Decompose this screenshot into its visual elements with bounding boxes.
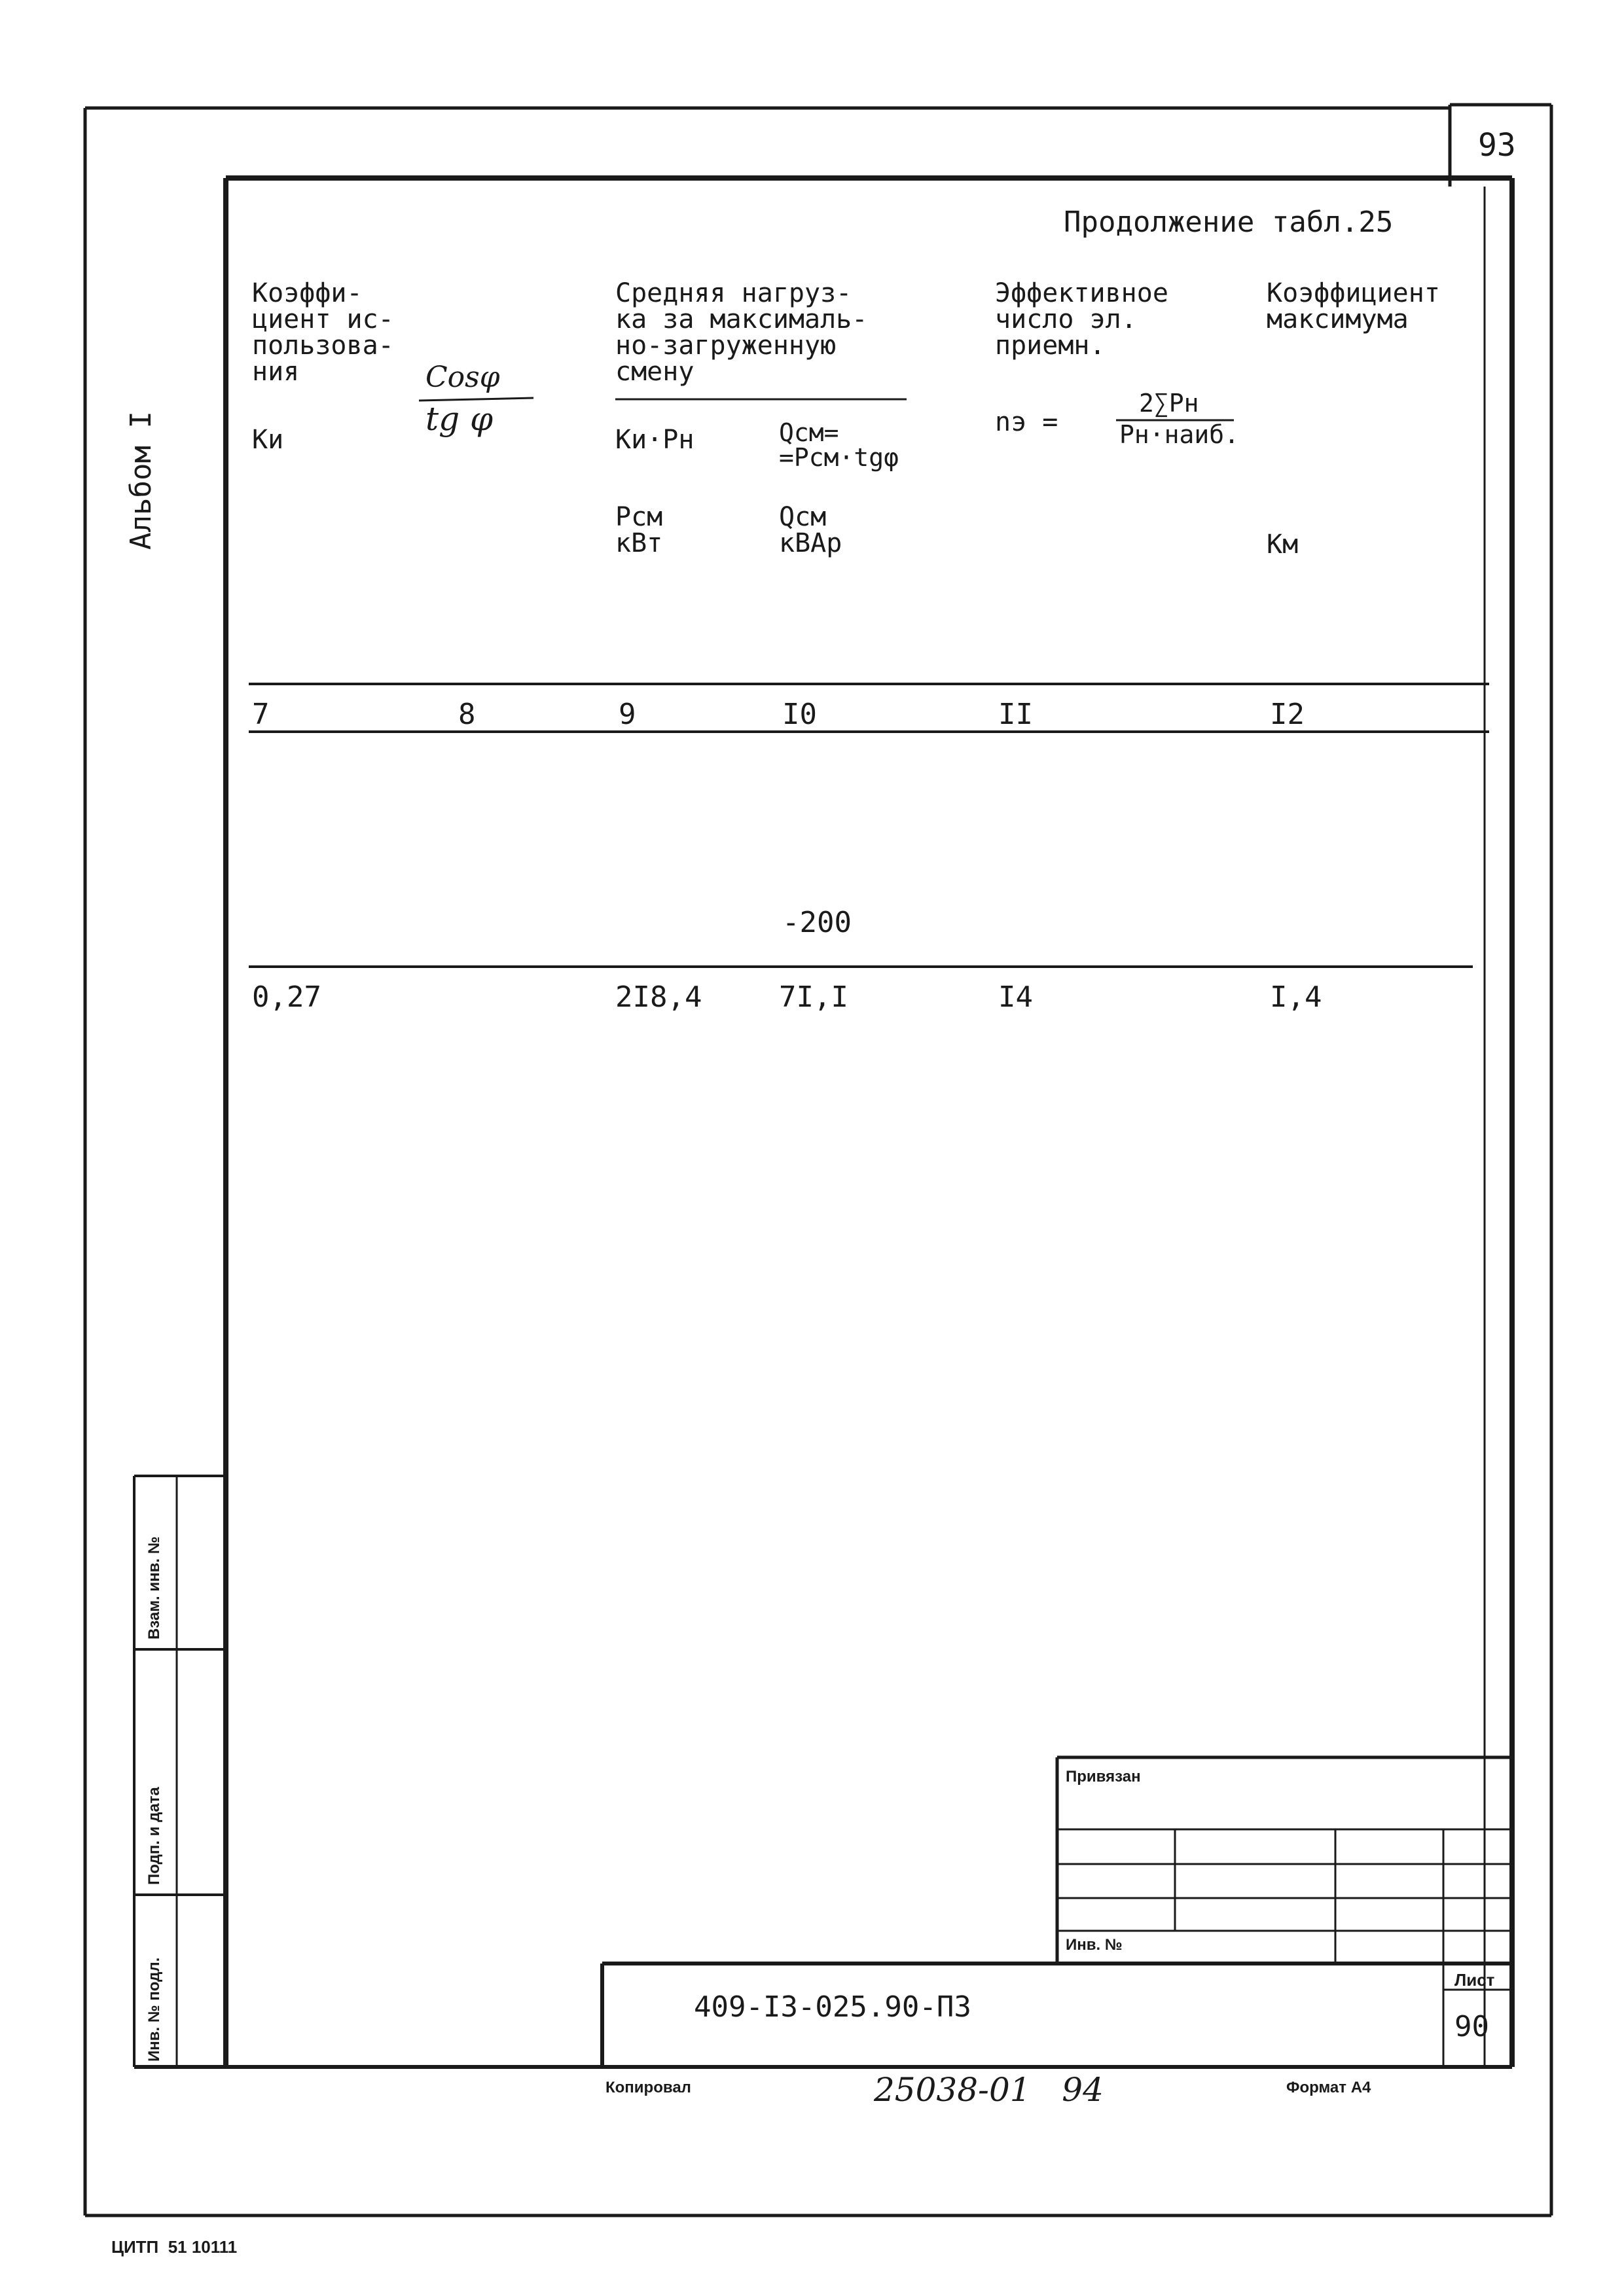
cell-rsm: 2I8,4 [615, 980, 702, 1014]
title-privyazan: Привязан [1066, 1768, 1141, 1785]
col-number-10: I0 [782, 698, 817, 731]
header-col12: Коэффициент максимума [1267, 278, 1440, 334]
cell-qsm: 7I,I [779, 980, 848, 1014]
header-col9-formula: Ки·Рн [615, 425, 695, 455]
album-label: Альбом I [124, 411, 158, 550]
header-load-group: Средняя нагруз- ка за максималь- но-загруженную смену [615, 278, 868, 387]
header-col8-bottom: tg φ [425, 400, 494, 438]
header-col9-unit: Рсм кВт [615, 502, 663, 558]
header-col11-lhs: nэ = [995, 407, 1058, 437]
stamp-inv-podl: Инв. № подл. [145, 1957, 163, 2062]
title-inv-no: Инв. № [1066, 1936, 1123, 1954]
header-col10-formula: Qсм= =Рсм·tgφ [779, 418, 899, 472]
page-number: 93 [1478, 127, 1516, 164]
col-number-8: 8 [458, 698, 476, 731]
extra-value: -200 [782, 906, 852, 939]
col-number-9: 9 [619, 698, 636, 731]
cell-km: I,4 [1270, 980, 1322, 1014]
col-number-7: 7 [252, 698, 270, 731]
stamp-citp: ЦИТП 51 10111 [111, 2237, 238, 2257]
stamp-podp-data: Подп. и дата [145, 1787, 163, 1885]
header-col11: Эффективное число эл. приемн. [995, 278, 1168, 361]
col-number-12: I2 [1270, 698, 1305, 731]
col-number-11: II [998, 698, 1033, 731]
cell-ki: 0,27 [252, 980, 321, 1014]
header-col7: Коэффи- циент ис- пользова- ния [252, 278, 394, 387]
header-col10-unit: Qсм кВАр [779, 502, 842, 558]
list-label: Лист [1454, 1970, 1495, 1990]
cell-ne: I4 [998, 980, 1033, 1014]
document-code: 409-I3-025.90-ПЗ [694, 1990, 971, 2024]
footer-format: Формат А4 [1286, 2079, 1371, 2096]
header-col8-top: Cosφ [425, 361, 500, 394]
list-number: 90 [1454, 2010, 1489, 2043]
header-col7-symbol: Ки [252, 425, 284, 455]
footer-kopiroval: Копировал [605, 2079, 691, 2096]
continuation-heading: Продолжение табл.25 [1064, 206, 1394, 239]
header-col11-numerator: 2∑Рн [1139, 389, 1199, 418]
header-col11-denominator: Рн·наиб. [1119, 420, 1240, 449]
footer-handwritten-number: 25038-01 94 [874, 2071, 1104, 2109]
header-col12-symbol: Км [1267, 529, 1299, 560]
stamp-vzam-inv: Взам. инв. № [145, 1536, 163, 1640]
